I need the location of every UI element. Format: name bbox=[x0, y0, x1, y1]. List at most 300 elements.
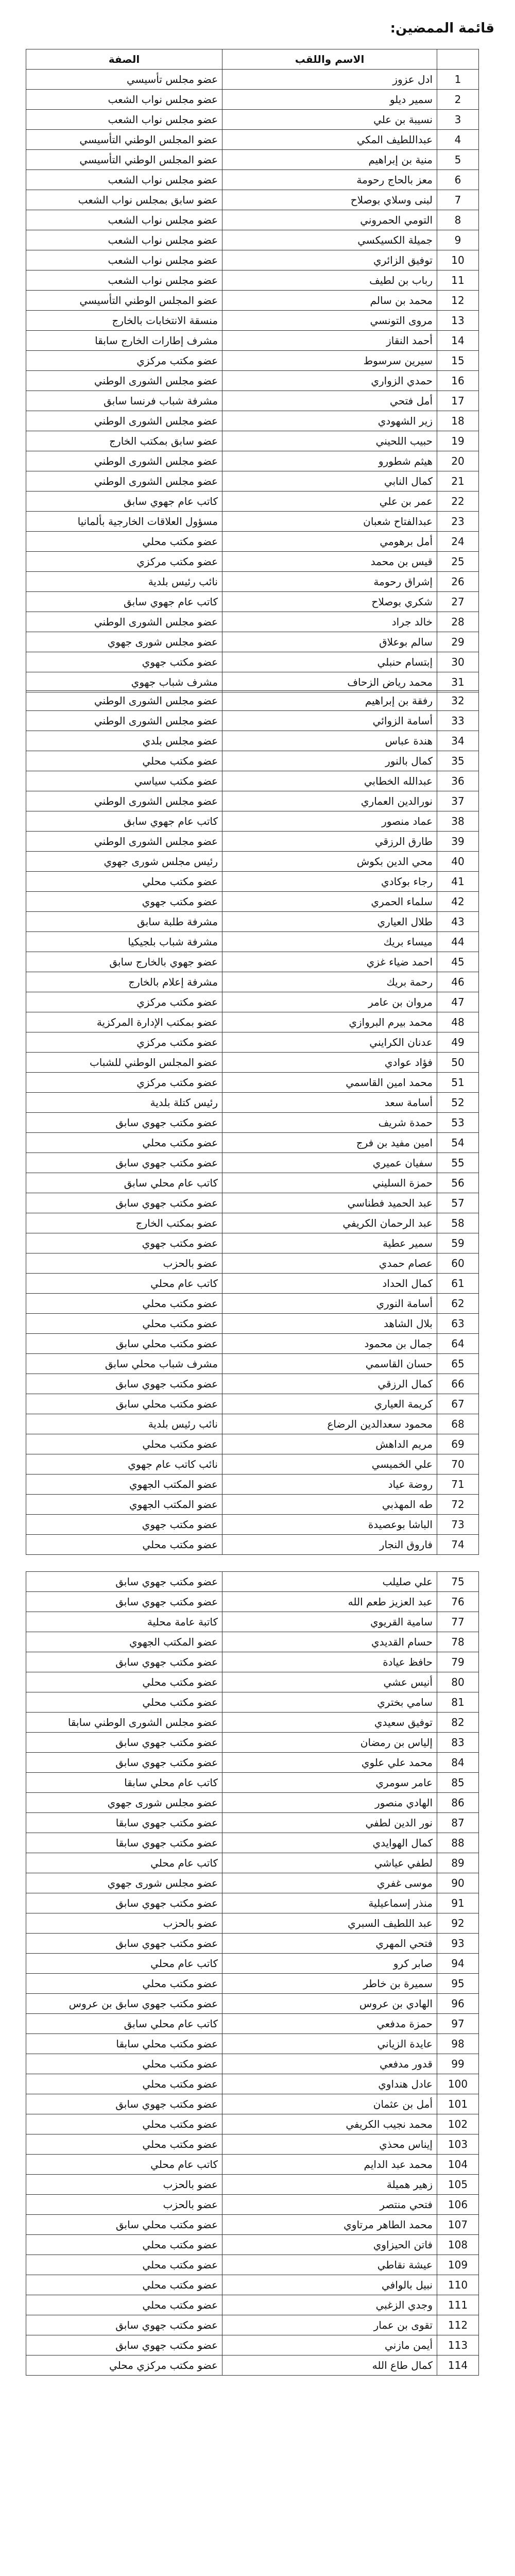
signatory-title: عضو مجلس نواب الشعب bbox=[26, 170, 222, 190]
signatory-title: عضو مجلس الشورى الوطني bbox=[26, 612, 222, 632]
row-number: 114 bbox=[437, 2355, 479, 2376]
row-number: 7 bbox=[437, 190, 479, 210]
table-row bbox=[26, 1713, 479, 1733]
row-number: 57 bbox=[437, 1193, 479, 1213]
signatory-title: عضو مكتب جهوي سابق bbox=[26, 1572, 222, 1592]
signatory-title: عضو مجلس نواب الشعب bbox=[26, 230, 222, 250]
row-number: 20 bbox=[437, 451, 479, 471]
signatory-name: أسامة سعد bbox=[222, 1093, 437, 1113]
signatory-name: كمال الحداد bbox=[222, 1274, 437, 1294]
row-number: 31 bbox=[437, 672, 479, 692]
signatory-name: رفقة بن إبراهيم bbox=[222, 691, 437, 711]
signatory-title: عضو مكتب محلي سابق bbox=[26, 2215, 222, 2235]
signatory-name: طه المهذبي bbox=[222, 1495, 437, 1515]
signatory-name: علي صليلب bbox=[222, 1572, 437, 1592]
signatory-name: محمود سعدالدين الرضاع bbox=[222, 1414, 437, 1434]
signatory-title: عضو مكتب جهوي سابق bbox=[26, 1153, 222, 1173]
signatory-title: مشرف إطارات الخارج سابقا bbox=[26, 331, 222, 351]
row-number: 99 bbox=[437, 2054, 479, 2074]
table-row bbox=[26, 90, 479, 110]
signatory-title: عضو مكتب محلي bbox=[26, 1974, 222, 1994]
row-number: 63 bbox=[437, 1314, 479, 1334]
table-row bbox=[26, 492, 479, 512]
signatory-title: عضو مكتب مركزي محلي bbox=[26, 2355, 222, 2376]
row-number: 9 bbox=[437, 230, 479, 250]
table-row bbox=[26, 1672, 479, 1692]
row-number: 109 bbox=[437, 2255, 479, 2275]
signatory-title: عضو مجلس الشورى الوطني bbox=[26, 691, 222, 711]
row-number: 105 bbox=[437, 2175, 479, 2195]
signatory-name: نبيل بالوافي bbox=[222, 2275, 437, 2295]
table-row bbox=[26, 2215, 479, 2235]
signatory-name: محمد بن سالم bbox=[222, 291, 437, 311]
table-row bbox=[26, 1612, 479, 1632]
signatory-name: حسان القاسمي bbox=[222, 1354, 437, 1374]
row-number: 27 bbox=[437, 592, 479, 612]
signatory-title: عضو مجلس الشورى الوطني bbox=[26, 371, 222, 391]
signatory-title: عضو المكتب الجهوي bbox=[26, 1475, 222, 1495]
row-number: 32 bbox=[437, 691, 479, 711]
signatory-title: عضو بالحزب bbox=[26, 1913, 222, 1934]
signatory-name: روضة عياد bbox=[222, 1475, 437, 1495]
row-number: 103 bbox=[437, 2134, 479, 2155]
signatory-title: عضو مجلس شورى جهوي bbox=[26, 1873, 222, 1893]
signatory-title: عضو بالحزب bbox=[26, 2195, 222, 2215]
table-row bbox=[26, 1133, 479, 1153]
signatory-name: لبنى وسلاي بوصلاح bbox=[222, 190, 437, 210]
header-title: الصفة bbox=[26, 49, 222, 70]
row-number: 23 bbox=[437, 512, 479, 532]
signatory-title: عضو مكتب جهوي bbox=[26, 1233, 222, 1253]
signatory-title: مشرف شباب محلي سابق bbox=[26, 1354, 222, 1374]
table-row bbox=[26, 2134, 479, 2155]
signatory-name: حبيب اللحيني bbox=[222, 431, 437, 451]
signatory-title: عضو بمكتب الإدارة المركزية bbox=[26, 1012, 222, 1032]
signatory-name: إشراق رحومة bbox=[222, 572, 437, 592]
table-row bbox=[26, 1495, 479, 1515]
table-row bbox=[26, 771, 479, 791]
table-row bbox=[26, 791, 479, 811]
signatories-table bbox=[26, 690, 479, 1555]
signatory-title: مشرفة شباب فرنسا سابق bbox=[26, 391, 222, 411]
row-number: 34 bbox=[437, 731, 479, 751]
table-row bbox=[26, 691, 479, 711]
table-row bbox=[26, 912, 479, 932]
table-row bbox=[26, 1934, 479, 1954]
table-row bbox=[26, 612, 479, 632]
row-number: 104 bbox=[437, 2155, 479, 2175]
signatory-title: مسؤول العلاقات الخارجية بألمانيا bbox=[26, 512, 222, 532]
row-number: 91 bbox=[437, 1893, 479, 1913]
signatory-name: خالد جراد bbox=[222, 612, 437, 632]
signatory-title: عضو مجلس شورى جهوي bbox=[26, 632, 222, 652]
signatory-name: أمل فتحي bbox=[222, 391, 437, 411]
row-number: 100 bbox=[437, 2074, 479, 2094]
table-row bbox=[26, 2094, 479, 2114]
table-row bbox=[26, 1073, 479, 1093]
signatory-name: سالم بوعلاق bbox=[222, 632, 437, 652]
table-row bbox=[26, 1193, 479, 1213]
signatory-title: عضو مكتب محلي bbox=[26, 2275, 222, 2295]
signatory-name: ميساء بريك bbox=[222, 932, 437, 952]
signatory-name: أسامة الزوائي bbox=[222, 711, 437, 731]
signatory-name: سمير عطية bbox=[222, 1233, 437, 1253]
row-number: 45 bbox=[437, 952, 479, 972]
signatory-title: عضو المجلس الوطني للشباب bbox=[26, 1053, 222, 1073]
signatory-title: عضو مكتب محلي bbox=[26, 1133, 222, 1153]
row-number: 67 bbox=[437, 1394, 479, 1414]
signatory-name: الباشا بوعصيدة bbox=[222, 1515, 437, 1535]
table-row bbox=[26, 1294, 479, 1314]
signatory-title: كاتب عام محلي سابق bbox=[26, 2014, 222, 2034]
signatory-title: عضو مكتب جهوي سابق بن عروس bbox=[26, 1994, 222, 2014]
signatory-name: نسيبة بن علي bbox=[222, 110, 437, 130]
signatory-name: طارق الرزقي bbox=[222, 832, 437, 852]
signatory-title: كاتب عام محلي bbox=[26, 2155, 222, 2175]
signatory-title: نائب رئيس بلدية bbox=[26, 572, 222, 592]
row-number: 94 bbox=[437, 1954, 479, 1974]
row-number: 101 bbox=[437, 2094, 479, 2114]
signatory-title: مشرفة طلبة سابق bbox=[26, 912, 222, 932]
signatory-name: فاروق النجار bbox=[222, 1535, 437, 1555]
table-row bbox=[26, 110, 479, 130]
signatory-title: عضو مكتب محلي bbox=[26, 1294, 222, 1314]
table-row bbox=[26, 892, 479, 912]
signatory-name: محمد الطاهر مرتاوي bbox=[222, 2215, 437, 2235]
signatory-title: عضو مجلس الشورى الوطني سابقا bbox=[26, 1713, 222, 1733]
signatory-title: منسقة الانتخابات بالخارج bbox=[26, 311, 222, 331]
signatory-name: كريمة العياري bbox=[222, 1394, 437, 1414]
signatory-title: عضو مكتب محلي bbox=[26, 1692, 222, 1713]
signatory-name: زير الشهودي bbox=[222, 411, 437, 431]
table-row bbox=[26, 451, 479, 471]
row-number: 84 bbox=[437, 1753, 479, 1773]
signatory-name: عيشة نقاطي bbox=[222, 2255, 437, 2275]
signatory-title: كاتب عام محلي سابق bbox=[26, 1173, 222, 1193]
table-row bbox=[26, 2034, 479, 2054]
row-number: 30 bbox=[437, 652, 479, 672]
table-row bbox=[26, 1813, 479, 1833]
row-number: 98 bbox=[437, 2034, 479, 2054]
signatory-name: عصام حمدي bbox=[222, 1253, 437, 1274]
signatory-name: عادل هنداوي bbox=[222, 2074, 437, 2094]
row-number: 102 bbox=[437, 2114, 479, 2134]
signatory-title: عضو مكتب محلي bbox=[26, 2134, 222, 2155]
row-number: 113 bbox=[437, 2335, 479, 2355]
signatory-name: أنيس عشي bbox=[222, 1672, 437, 1692]
table-row bbox=[26, 952, 479, 972]
signatory-name: الهادي بن عروس bbox=[222, 1994, 437, 2014]
header-name: الاسم واللقب bbox=[222, 49, 437, 70]
row-number: 21 bbox=[437, 471, 479, 492]
table-header-row bbox=[26, 49, 479, 70]
signatory-name: فتحي منتصر bbox=[222, 2195, 437, 2215]
signatory-title: مشرفة إعلام بالخارج bbox=[26, 972, 222, 992]
signatory-name: طلال العياري bbox=[222, 912, 437, 932]
table-row bbox=[26, 471, 479, 492]
row-number: 16 bbox=[437, 371, 479, 391]
table-row bbox=[26, 632, 479, 652]
row-number: 17 bbox=[437, 391, 479, 411]
row-number: 10 bbox=[437, 250, 479, 270]
table-row bbox=[26, 1012, 479, 1032]
signatory-name: توفيق سعيدي bbox=[222, 1713, 437, 1733]
row-number: 60 bbox=[437, 1253, 479, 1274]
signatory-name: محمد علي علوي bbox=[222, 1753, 437, 1773]
signatory-name: أمل برهومي bbox=[222, 532, 437, 552]
table-row bbox=[26, 992, 479, 1012]
signatory-name: فتحي المهري bbox=[222, 1934, 437, 1954]
signatory-title: كاتب عام محلي bbox=[26, 1274, 222, 1294]
signatory-title: عضو مكتب جهوي سابق bbox=[26, 1893, 222, 1913]
signatory-name: جميلة الكسيكسي bbox=[222, 230, 437, 250]
signatory-title: كاتب عام محلي سابقا bbox=[26, 1773, 222, 1793]
signatory-name: حمدة شريف bbox=[222, 1113, 437, 1133]
signatory-title: نائب كاتب عام جهوي bbox=[26, 1454, 222, 1475]
signatory-name: سفيان عميري bbox=[222, 1153, 437, 1173]
table-row bbox=[26, 731, 479, 751]
signatory-title: عضو مكتب جهوي سابق bbox=[26, 1113, 222, 1133]
row-number: 90 bbox=[437, 1873, 479, 1893]
row-number: 29 bbox=[437, 632, 479, 652]
signatory-name: رجاء بوكادي bbox=[222, 872, 437, 892]
signatory-title: عضو مكتب جهوي سابق bbox=[26, 1753, 222, 1773]
table-row bbox=[26, 1354, 479, 1374]
table-row bbox=[26, 1274, 479, 1294]
row-number: 56 bbox=[437, 1173, 479, 1193]
table-row bbox=[26, 1032, 479, 1053]
signatory-name: عبداللطيف المكي bbox=[222, 130, 437, 150]
table-row bbox=[26, 1954, 479, 1974]
row-number: 111 bbox=[437, 2295, 479, 2315]
signatory-name: هيثم شطورو bbox=[222, 451, 437, 471]
table-row bbox=[26, 1314, 479, 1334]
row-number: 69 bbox=[437, 1434, 479, 1454]
row-number: 65 bbox=[437, 1354, 479, 1374]
table-row bbox=[26, 70, 479, 90]
table-row bbox=[26, 1394, 479, 1414]
signatory-title: عضو سابق بمجلس نواب الشعب bbox=[26, 190, 222, 210]
row-number: 8 bbox=[437, 210, 479, 230]
row-number: 15 bbox=[437, 351, 479, 371]
signatory-name: وجدي الزغبي bbox=[222, 2295, 437, 2315]
signatory-title: عضو مكتب محلي bbox=[26, 2235, 222, 2255]
signatory-title: عضو مكتب جهوي سابق bbox=[26, 1652, 222, 1672]
row-number: 25 bbox=[437, 552, 479, 572]
signatory-name: حمزة مدفعي bbox=[222, 2014, 437, 2034]
signatory-title: عضو مكتب محلي bbox=[26, 2295, 222, 2315]
table-row bbox=[26, 2335, 479, 2355]
signatory-title: مشرف شباب جهوي bbox=[26, 672, 222, 692]
signatory-name: محمد نجيب الكريفي bbox=[222, 2114, 437, 2134]
signatory-title: عضو المكتب الجهوي bbox=[26, 1632, 222, 1652]
table-row bbox=[26, 150, 479, 170]
signatory-title: عضو مكتب جهوي bbox=[26, 1515, 222, 1535]
table-row bbox=[26, 532, 479, 552]
row-number: 66 bbox=[437, 1374, 479, 1394]
signatory-title: عضو مجلس الشورى الوطني bbox=[26, 451, 222, 471]
table-row bbox=[26, 1572, 479, 1592]
table-row bbox=[26, 2175, 479, 2195]
row-number: 74 bbox=[437, 1535, 479, 1555]
signatory-name: عبدالفتاح شعبان bbox=[222, 512, 437, 532]
signatory-name: كمال بالنور bbox=[222, 751, 437, 771]
signatory-name: سامية القريوي bbox=[222, 1612, 437, 1632]
signatory-title: نائب رئيس بلدية bbox=[26, 1414, 222, 1434]
signatory-name: توفيق الزائري bbox=[222, 250, 437, 270]
table-row bbox=[26, 711, 479, 731]
signatory-name: نور الدين لطفي bbox=[222, 1813, 437, 1833]
row-number: 47 bbox=[437, 992, 479, 1012]
table-row bbox=[26, 311, 479, 331]
signatory-title: عضو مجلس الشورى الوطني bbox=[26, 711, 222, 731]
table-row bbox=[26, 972, 479, 992]
row-number: 1 bbox=[437, 70, 479, 90]
signatory-title: عضو مكتب محلي bbox=[26, 1672, 222, 1692]
row-number: 37 bbox=[437, 791, 479, 811]
signatory-title: عضو مكتب محلي سابق bbox=[26, 1334, 222, 1354]
table-row bbox=[26, 552, 479, 572]
signatory-title: عضو مكتب جهوي سابقا bbox=[26, 1813, 222, 1833]
row-number: 59 bbox=[437, 1233, 479, 1253]
row-number: 2 bbox=[437, 90, 479, 110]
row-number: 22 bbox=[437, 492, 479, 512]
table-row bbox=[26, 1475, 479, 1495]
signatory-title: عضو مكتب جهوي سابق bbox=[26, 1193, 222, 1213]
signatory-title: عضو مكتب محلي bbox=[26, 2074, 222, 2094]
table-row bbox=[26, 1893, 479, 1913]
signatory-title: عضو مكتب مركزي bbox=[26, 351, 222, 371]
table-row bbox=[26, 1974, 479, 1994]
table-row bbox=[26, 1753, 479, 1773]
row-number: 71 bbox=[437, 1475, 479, 1495]
signatory-name: عبد اللطيف السبري bbox=[222, 1913, 437, 1934]
signatory-title: عضو مكتب جهوي سابق bbox=[26, 1733, 222, 1753]
table-row bbox=[26, 1515, 479, 1535]
signatory-title: عضو مكتب محلي bbox=[26, 2054, 222, 2074]
table-row bbox=[26, 932, 479, 952]
row-number: 73 bbox=[437, 1515, 479, 1535]
signatory-name: عبد الرحمان الكريفي bbox=[222, 1213, 437, 1233]
signatory-name: محمد عبد الدايم bbox=[222, 2155, 437, 2175]
signatory-name: منية بن إبراهيم bbox=[222, 150, 437, 170]
table-row bbox=[26, 1733, 479, 1753]
row-number: 41 bbox=[437, 872, 479, 892]
table-row bbox=[26, 391, 479, 411]
signatory-title: عضو المجلس الوطني التأسيسي bbox=[26, 291, 222, 311]
signatory-title: عضو مكتب جهوي سابقا bbox=[26, 1833, 222, 1853]
table-row bbox=[26, 512, 479, 532]
signatory-title: عضو مكتب جهوي سابق bbox=[26, 2335, 222, 2355]
signatory-title: عضو مجلس الشورى الوطني bbox=[26, 832, 222, 852]
signatory-title: عضو مجلس الشورى الوطني bbox=[26, 791, 222, 811]
signatory-title: رئيس كتلة بلدية bbox=[26, 1093, 222, 1113]
signatory-title: عضو مجلس نواب الشعب bbox=[26, 90, 222, 110]
row-number: 13 bbox=[437, 311, 479, 331]
table-row bbox=[26, 1374, 479, 1394]
table-row bbox=[26, 431, 479, 451]
signatory-name: رباب بن لطيف bbox=[222, 270, 437, 291]
table-row bbox=[26, 230, 479, 250]
signatory-name: زهير هميلة bbox=[222, 2175, 437, 2195]
table-row bbox=[26, 1535, 479, 1555]
row-number: 86 bbox=[437, 1793, 479, 1813]
table-row bbox=[26, 872, 479, 892]
signatory-name: محمد رياض الزحاف bbox=[222, 672, 437, 692]
signatory-name: فؤاد عوادي bbox=[222, 1053, 437, 1073]
signatory-name: قيس بن محمد bbox=[222, 552, 437, 572]
table-row bbox=[26, 1592, 479, 1612]
signatory-title: عضو مكتب محلي bbox=[26, 2255, 222, 2275]
table-row bbox=[26, 1213, 479, 1233]
signatory-name: سمير ديلو bbox=[222, 90, 437, 110]
row-number: 78 bbox=[437, 1632, 479, 1652]
row-number: 108 bbox=[437, 2235, 479, 2255]
signatory-title: عضو مكتب سياسي bbox=[26, 771, 222, 791]
row-number: 72 bbox=[437, 1495, 479, 1515]
signatory-name: محمد امين القاسمي bbox=[222, 1073, 437, 1093]
row-number: 87 bbox=[437, 1813, 479, 1833]
row-number: 4 bbox=[437, 130, 479, 150]
signatory-title: عضو المجلس الوطني التأسيسي bbox=[26, 150, 222, 170]
signatory-name: عدنان الكرايني bbox=[222, 1032, 437, 1053]
signatory-title: عضو مجلس نواب الشعب bbox=[26, 110, 222, 130]
signatory-title: عضو مكتب جهوي bbox=[26, 892, 222, 912]
signatory-name: بلال الشاهد bbox=[222, 1314, 437, 1334]
signatory-title: عضو مكتب محلي bbox=[26, 1434, 222, 1454]
row-number: 5 bbox=[437, 150, 479, 170]
signatory-name: محي الدين بكوش bbox=[222, 852, 437, 872]
signatory-title: عضو بالحزب bbox=[26, 2175, 222, 2195]
row-number: 112 bbox=[437, 2315, 479, 2335]
row-number: 11 bbox=[437, 270, 479, 291]
signatory-title: عضو مكتب محلي bbox=[26, 751, 222, 771]
table-row bbox=[26, 2295, 479, 2315]
table-row bbox=[26, 751, 479, 771]
row-number: 110 bbox=[437, 2275, 479, 2295]
signatory-name: عبد الحميد فطناسي bbox=[222, 1193, 437, 1213]
signatory-title: عضو مكتب محلي سابق bbox=[26, 1394, 222, 1414]
signatory-title: عضو مكتب جهوي سابق bbox=[26, 2094, 222, 2114]
row-number: 26 bbox=[437, 572, 479, 592]
signatory-title: كاتبة عامة محلية bbox=[26, 1612, 222, 1632]
row-number: 18 bbox=[437, 411, 479, 431]
signatory-title: كاتب عام جهوي سابق bbox=[26, 592, 222, 612]
signatory-name: إيناس محذي bbox=[222, 2134, 437, 2155]
table-row bbox=[26, 1994, 479, 2014]
table-row bbox=[26, 331, 479, 351]
row-number: 49 bbox=[437, 1032, 479, 1053]
signatory-name: إلياس بن رمضان bbox=[222, 1733, 437, 1753]
signatory-name: تقوى بن عمار bbox=[222, 2315, 437, 2335]
row-number: 40 bbox=[437, 852, 479, 872]
row-number: 68 bbox=[437, 1414, 479, 1434]
signatory-title: عضو جهوي بالخارج سابق bbox=[26, 952, 222, 972]
signatory-title: عضو بمكتب الخارج bbox=[26, 1213, 222, 1233]
table-row bbox=[26, 130, 479, 150]
table-row bbox=[26, 1692, 479, 1713]
table-row bbox=[26, 2114, 479, 2134]
signatory-name: هندة عباس bbox=[222, 731, 437, 751]
table-row bbox=[26, 832, 479, 852]
row-number: 55 bbox=[437, 1153, 479, 1173]
signatories-table bbox=[26, 1571, 479, 2376]
table-row bbox=[26, 2355, 479, 2376]
signatory-name: مروى التونسي bbox=[222, 311, 437, 331]
table-row bbox=[26, 1873, 479, 1893]
signatory-name: حسام القديدي bbox=[222, 1632, 437, 1652]
table-row bbox=[26, 2255, 479, 2275]
